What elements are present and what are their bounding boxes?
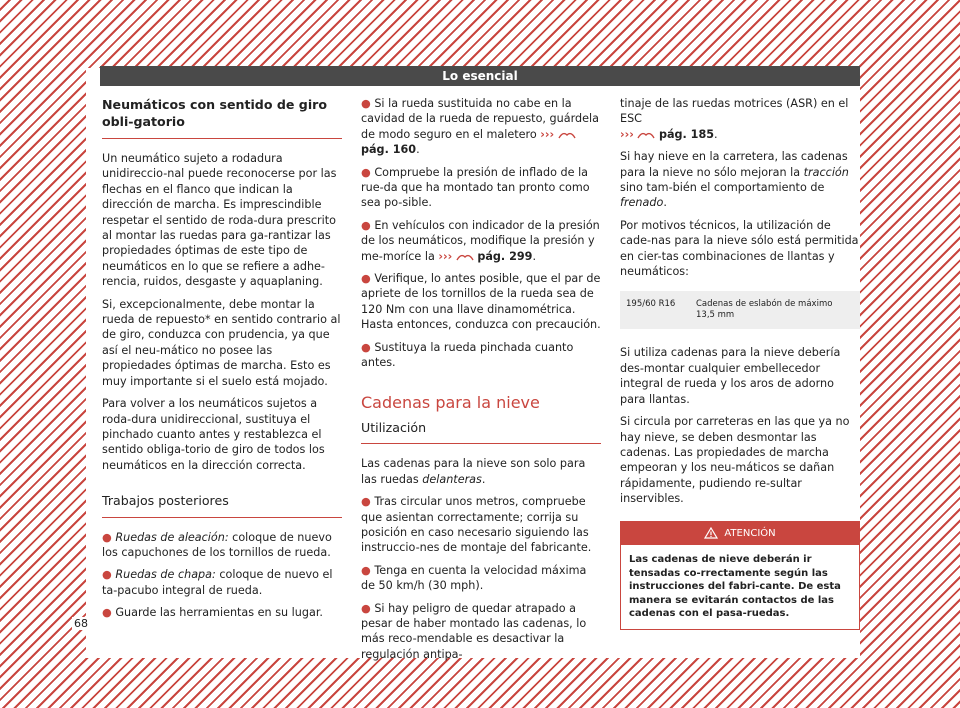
heading-follow-up-work: Trabajos posteriores (102, 493, 342, 517)
arrows-icon: ››› (620, 127, 634, 141)
list-item: ● Ruedas de aleación: coloque de nuevo los capuchones de los tornillos de rueda. (102, 530, 332, 559)
table-cell: Cadenas de eslabón de máximo 13,5 mm (696, 299, 833, 321)
table-cell: 195/60 R16 (626, 299, 676, 310)
paragraph: Por motivos técnicos, la utilización de cade-nas para la nieve sólo está permitida en cier-tas combinaciones de llantas y neumáticos: (620, 218, 859, 279)
book-icon (558, 130, 576, 139)
warning-header (621, 522, 859, 545)
paragraph: Para volver a los neumáticos sujetos a roda-dura unidireccional, sustituya el pinchado cuanto antes y restablezca el sentido obliga-torio de giro de todos los neumáticos en la dirección correcta. (102, 397, 325, 472)
list-item: ● Ruedas de chapa: coloque de nuevo el ta-pacubo integral de rueda. (102, 568, 333, 597)
paragraph: Un neumático sujeto a rodadura unidireccio-nal puede reconocerse por las flechas en el flanco que indican la dirección de marcha. Es imprescindible respetar el sentido de roda-dura prescrito al montar las ruedas para ga-rantizar las propiedades óptimas de este tipo de neumáticos en lo que se refiere a adhe-rencia, ruidos, desgaste y aquaplaning. (102, 152, 337, 289)
page-reference-link[interactable]: pág. 185 (658, 127, 715, 141)
column-2 (361, 96, 601, 669)
column-1 (102, 96, 342, 628)
list-item: ● Verifique, lo antes posible, que el par de apriete de los tornillos de la rueda sea de 120 Nm con una llave dinamométrica. Hasta entonces, conduzca con precaución. (361, 272, 601, 332)
bullet-icon: ● (361, 165, 371, 179)
column-3 (620, 96, 860, 630)
heading-usage: Utilización (361, 420, 601, 444)
bullet-icon: ● (361, 97, 371, 110)
section-header: Lo esencial (100, 66, 860, 86)
page-reference-link[interactable]: pág. 299 (477, 249, 533, 263)
paragraph: tinaje de las ruedas motrices (ASR) en el ESC ››› pág. 185. (620, 97, 849, 141)
heading-directional-tires: Neumáticos con sentido de giro obli-gatorio (102, 96, 342, 139)
bullet-icon: ● (361, 601, 371, 615)
section-title-snow-chains: Cadenas para la nieve (361, 392, 540, 412)
list-item: ● Sustituya la rueda pinchada cuanto antes. (361, 340, 574, 370)
paragraph: Si utiliza cadenas para la nieve debería des-montar cualquier embellecedor integral de rueda y los aros de adorno para llantas. (620, 346, 841, 406)
list-item: ● Si hay peligro de quedar atrapado a pesar de haber montado las cadenas, lo más reco-mendable es desactivar la regulación antipa- (361, 601, 587, 661)
paragraph: Si hay nieve en la carretera, las cadenas para la nieve no sólo mejoran la tracción sino tam-bién el comportamiento de frenado. (620, 150, 849, 210)
paragraph: Si circula por carreteras en las que ya no hay nieve, se deben desmontar las cadenas. Las propiedades de marcha empeoran y los neu-máticos se dañan rápidamente, pudiendo re-sultar inservibles. (620, 415, 850, 506)
bullet-icon: ● (102, 568, 112, 582)
arrows-icon: ››› (438, 249, 453, 263)
warning-box (620, 521, 860, 630)
paragraph: Las cadenas para la nieve son solo para las ruedas delanteras. (361, 457, 586, 486)
bullet-icon: ● (102, 530, 112, 544)
page-reference-link[interactable]: pág. 160 (361, 143, 417, 157)
bullet-icon: ● (361, 272, 371, 286)
list-item: ● En vehículos con indicador de la presión de los neumáticos, modifique la presión y me-moríce la ››› pág. 299. (361, 218, 600, 263)
bullet-icon: ● (361, 495, 371, 509)
tire-chain-table (620, 291, 860, 329)
list-item: ● Compruebe la presión de inflado de la rue-da que ha montado tan pronto como sea po-sible. (361, 165, 590, 210)
paragraph: Si, excepcionalmente, debe montar la rueda de repuesto* en sentido contrario al de giro, conduzca con prudencia, ya que así el neu-mático no posee las propiedades óptimas de marcha. Esto es muy importante si el suelo está mojado. (102, 297, 341, 388)
list-item: ● Si la rueda sustituida no cabe en la cavidad de la rueda de repuesto, guárdela de modo seguro en el maletero ››› pág. 160. (361, 97, 599, 157)
bullet-icon: ● (361, 563, 371, 577)
warning-title: ATENCIÓN (724, 527, 776, 539)
bullet-icon: ● (361, 218, 371, 232)
arrows-icon: ››› (540, 127, 555, 141)
list-item: ● Tenga en cuenta la velocidad máxima de 50 km/h (30 mph). (361, 563, 587, 593)
book-icon (456, 252, 474, 261)
bullet-icon: ● (102, 606, 112, 620)
page-number: 68 (74, 617, 88, 630)
table-row (620, 291, 860, 329)
bullet-icon: ● (361, 340, 371, 354)
book-icon (637, 130, 655, 139)
warning-triangle-icon (704, 527, 718, 539)
list-item: ● Tras circular unos metros, compruebe que asientan correctamente; corrija su posición en caso necesario siguiendo las instruccio-nes de montaje del fabricante. (361, 495, 592, 555)
list-item: ● Guarde las herramientas en su lugar. (102, 606, 323, 620)
warning-text: Las cadenas de nieve deberán ir tensadas co-rrectamente según las instrucciones del fabri-cante. De esta manera se evitarán contactos de las cadenas con el pasa-ruedas. (629, 553, 841, 620)
